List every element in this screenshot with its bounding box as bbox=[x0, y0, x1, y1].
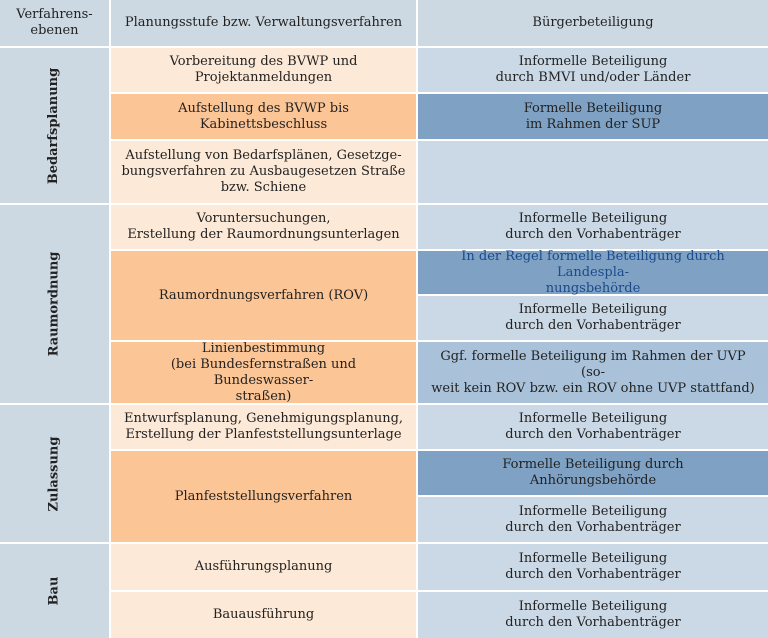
part-informal-developer: Informelle Beteiligung durch den Vorhabenträger bbox=[418, 296, 768, 340]
part-state-planning-formal: In der Regel formelle Beteiligung durch Landespla- nungsbehörde bbox=[418, 251, 768, 294]
level-label: Zulassung bbox=[46, 436, 62, 511]
part-empty bbox=[418, 141, 768, 203]
part-bmvi-informal: Informelle Beteiligung durch BMVI und/oder Länder bbox=[418, 48, 768, 92]
stage-route-determination: Linienbestimmung (bei Bundesfernstraßen und Bundeswasser- straßen) bbox=[111, 342, 416, 403]
part-informal-developer: Informelle Beteiligung durch den Vorhabenträger bbox=[418, 592, 768, 638]
stage-preliminary-studies: Voruntersuchungen, Erstellung der Raumordnungsunterlagen bbox=[111, 205, 416, 249]
level-bedarfsplanung bbox=[0, 48, 109, 203]
header-levels: Verfahrens- ebenen bbox=[0, 0, 109, 46]
part-informal-developer: Informelle Beteiligung durch den Vorhabenträger bbox=[418, 205, 768, 249]
part-informal-developer: Informelle Beteiligung durch den Vorhabenträger bbox=[418, 405, 768, 449]
stage-bvwp-preparation: Vorbereitung des BVWP und Projektanmeldungen bbox=[111, 48, 416, 92]
header-stage: Planungsstufe bzw. Verwaltungsverfahren bbox=[111, 0, 416, 46]
stage-plan-approval: Planfeststellungsverfahren bbox=[111, 451, 416, 542]
level-raumordnung bbox=[0, 205, 109, 403]
level-label: Bau bbox=[46, 576, 62, 606]
stage-design-planning: Entwurfsplanung, Genehmigungsplanung, Erstellung der Planfeststellungsunterlage bbox=[111, 405, 416, 449]
level-label: Raumordnung bbox=[46, 251, 62, 357]
stage-bvwp-establishment: Aufstellung des BVWP bis Kabinettsbeschluss bbox=[111, 94, 416, 139]
header-participation: Bürgerbeteiligung bbox=[418, 0, 768, 46]
level-label: Bedarfsplanung bbox=[46, 67, 62, 184]
stage-rov: Raumordnungsverfahren (ROV) bbox=[111, 251, 416, 340]
part-uvp-formal: Ggf. formelle Beteiligung im Rahmen der UVP (so- weit kein ROV bzw. ein ROV ohne UVP stattfand) bbox=[418, 342, 768, 403]
part-informal-developer: Informelle Beteiligung durch den Vorhabenträger bbox=[418, 544, 768, 590]
stage-needs-plans: Aufstellung von Bedarfsplänen, Gesetzge- bungsverfahren zu Ausbaugesetzen Straße bzw. Schiene bbox=[111, 141, 416, 203]
part-hearing-authority-formal: Formelle Beteiligung durch Anhörungsbehörde bbox=[418, 451, 768, 495]
part-informal-developer: Informelle Beteiligung durch den Vorhabenträger bbox=[418, 497, 768, 542]
part-sup-formal: Formelle Beteiligung im Rahmen der SUP bbox=[418, 94, 768, 139]
level-bau bbox=[0, 544, 109, 638]
stage-construction: Bauausführung bbox=[111, 592, 416, 638]
stage-execution-planning: Ausführungsplanung bbox=[111, 544, 416, 590]
level-zulassung bbox=[0, 405, 109, 542]
